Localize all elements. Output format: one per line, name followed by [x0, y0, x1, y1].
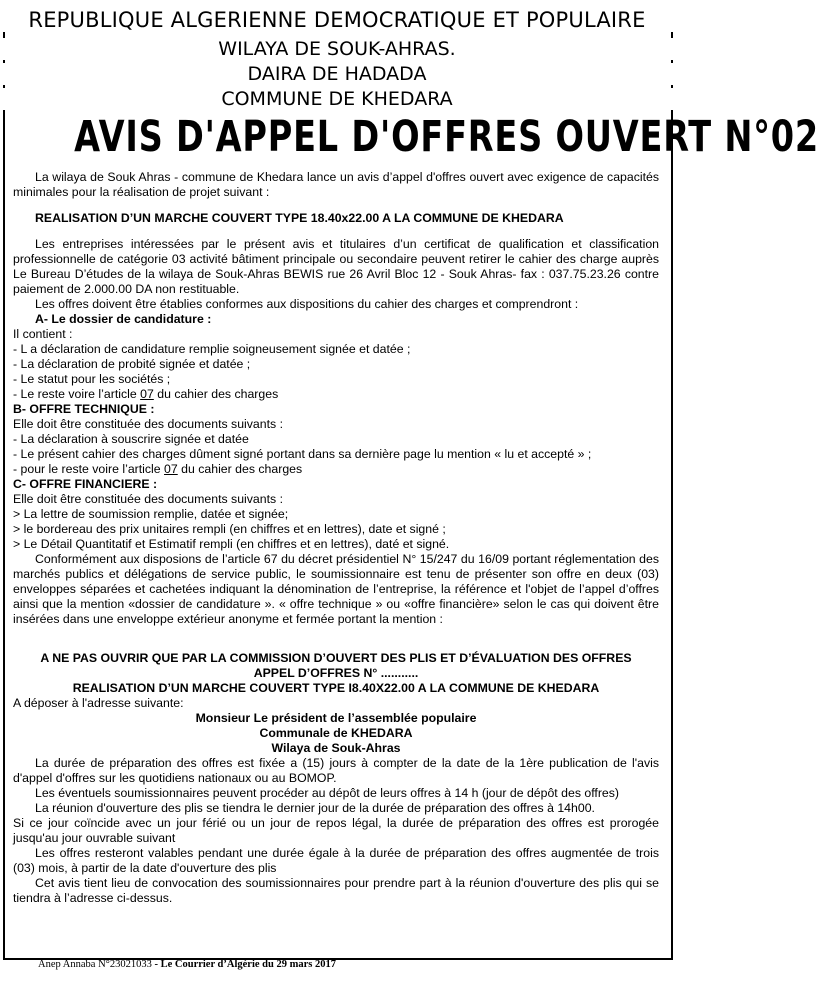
section-a-lead: Il contient :: [13, 327, 73, 341]
header-daira: DAIRA DE HADADA: [0, 63, 674, 85]
section-a-last-pre: - Le reste voire l’article: [13, 387, 141, 401]
project-title: REALISATION D’UN MARCHE COUVERT TYPE 18.40x22.00 A LA COMMUNE DE KHEDARA: [35, 211, 564, 225]
closing-paragraph: Cet avis tient lieu de convocation des soumissionnaires pour prendre part à la réunion d'ouverture des plis qui se tiendra à l’adresse ci-dessus.: [13, 876, 659, 905]
section-c-item: > Le Détail Quantitatif et Estimatif rempli (en chiffres et en lettres), daté et signé.: [13, 537, 450, 551]
deposit-address-3: Wilaya de Souk-Ahras: [271, 741, 401, 755]
section-b-last-post: du cahier des charges: [177, 462, 303, 476]
newspaper-source: - Le Courrier d’Algérie du 29 mars 2017: [151, 959, 336, 970]
deposit-lead: A déposer à l'adresse suivante:: [13, 696, 184, 710]
header-republic: REPUBLIQUE ALGERIENNE DEMOCRATIQUE ET POPULAIRE: [0, 8, 674, 32]
section-b-item: - Le présent cahier des charges dûment signé portant dans sa dernière page lu mention « lu et accepté » ;: [13, 447, 592, 461]
notice-body: [13, 170, 659, 906]
article-number: 07: [140, 387, 154, 401]
envelope-line-1: A NE PAS OUVRIR QUE PAR LA COMMISSION D’OUVERT DES PLIS ET D’ÉVALUATION DES OFFRES: [40, 651, 632, 665]
section-b-item-last: [13, 462, 659, 477]
article-number: 07: [164, 462, 178, 476]
eligibility-paragraph: Les entreprises intéressées par le présent avis et titulaires d’un certificat de qualification et classification professionnelle de catégorie 03 activité bâtiment principale ou secondaire peuvent retirer le cahier des charge auprès Le Bureau D’études de la wilaya de Souk-Ahras BEWIS rue 26 Avril Bloc 12 - Souk Ahras- fax : 037.75.23.26 contre paiement de 2.000.00 DA non restituable.: [13, 237, 659, 296]
deposit-address-1: Monsieur Le président de l’assemblée populaire: [195, 711, 477, 725]
section-a-item: - L a déclaration de candidature remplie soigneusement signée et datée ;: [13, 342, 411, 356]
publication-footer: [38, 959, 336, 970]
section-c-heading: C- OFFRE FINANCIERE :: [13, 477, 158, 491]
section-c-lead: Elle doit être constituée des documents suivants :: [13, 492, 283, 506]
closing-paragraph: Les éventuels soumissionnaires peuvent procéder au dépôt de leurs offres à 14 h (jour de dépôt des offres): [35, 786, 620, 800]
section-a-item: - La déclaration de probité signée et datée ;: [13, 357, 251, 371]
anep-reference: Anep Annaba N°23021033: [38, 959, 152, 970]
section-b-heading: B- OFFRE TECHNIQUE :: [13, 402, 155, 416]
envelope-line-3: REALISATION D’UN MARCHE COUVERT TYPE I8.40X22.00 A LA COMMUNE DE KHEDARA: [72, 681, 600, 695]
notice-title: AVIS D'APPEL D'OFFRES OUVERT N°02: [74, 112, 819, 162]
conformement-paragraph: Conformément aux disposions de l’article 67 du décret présidentiel N° 15/247 du 16/09 portant réglementation des marchés publics et délégations de service public, le soumissionnaire est tenu de présenter son offre en deux (03) enveloppes séparées et cachetées indiquant la dénomination de l’entreprise, la référence et l'objet de l’appel d’offres ainsi que la mention «dossier de candidature ». « offre technique » ou «offre financière» selon le cas qui doivent être insérées dans une enveloppe extérieur anonyme et fermée portant la mention :: [13, 552, 659, 626]
closing-paragraph: Si ce jour coïncide avec un jour férié ou un jour de repos légal, la durée de préparation des offres est prorogée jusqu'au jour ouvrable suivant: [13, 816, 659, 845]
header-wilaya: WILAYA DE SOUK-AHRAS.: [0, 38, 674, 60]
closing-paragraph: La réunion d'ouverture des plis se tiendra le dernier jour de la durée de préparation des offres à 14h00.: [35, 801, 595, 815]
section-b-item: - La déclaration à souscrire signée et datée: [13, 432, 249, 446]
intro-paragraph: La wilaya de Souk Ahras - commune de Khedara lance un avis d’appel d'offres ouvert avec exigence de capacités minimales pour la réalisation de projet suivant :: [13, 170, 659, 199]
header-commune: COMMUNE DE KHEDARA: [0, 88, 674, 110]
section-a-item: - Le statut pour les sociétés ;: [13, 372, 171, 386]
closing-paragraph: Les offres resteront valables pendant une durée égale à la durée de préparation des offres augmentée de trois (03) mois, à partir de la date d'ouverture des plis: [13, 846, 659, 875]
offers-intro: Les offres doivent être établies conformes aux dispositions du cahier des charges et comprendront :: [35, 297, 579, 311]
section-a-heading: A- Le dossier de candidature :: [35, 312, 212, 326]
section-a-last-post: du cahier des charges: [153, 387, 279, 401]
deposit-address-2: Communale de KHEDARA: [259, 726, 413, 740]
section-c-item: > le bordereau des prix unitaires rempli (en chiffres et en lettres), date et signé ;: [13, 522, 446, 536]
section-c-item: > La lettre de soumission remplie, datée et signée;: [13, 507, 289, 521]
section-a-item-last: [13, 387, 659, 402]
closing-paragraph: La durée de préparation des offres est fixée a (15) jours à compter de la date de la 1ère publication de l'avis d'appel d'offres sur les quotidiens nationaux ou au BOMOP.: [13, 756, 659, 785]
section-b-lead: Elle doit être constituée des documents suivants :: [13, 417, 283, 431]
section-b-last-pre: - pour le reste voire l’article: [13, 462, 165, 476]
envelope-line-2: APPEL D’OFFRES N° ...........: [253, 666, 419, 680]
